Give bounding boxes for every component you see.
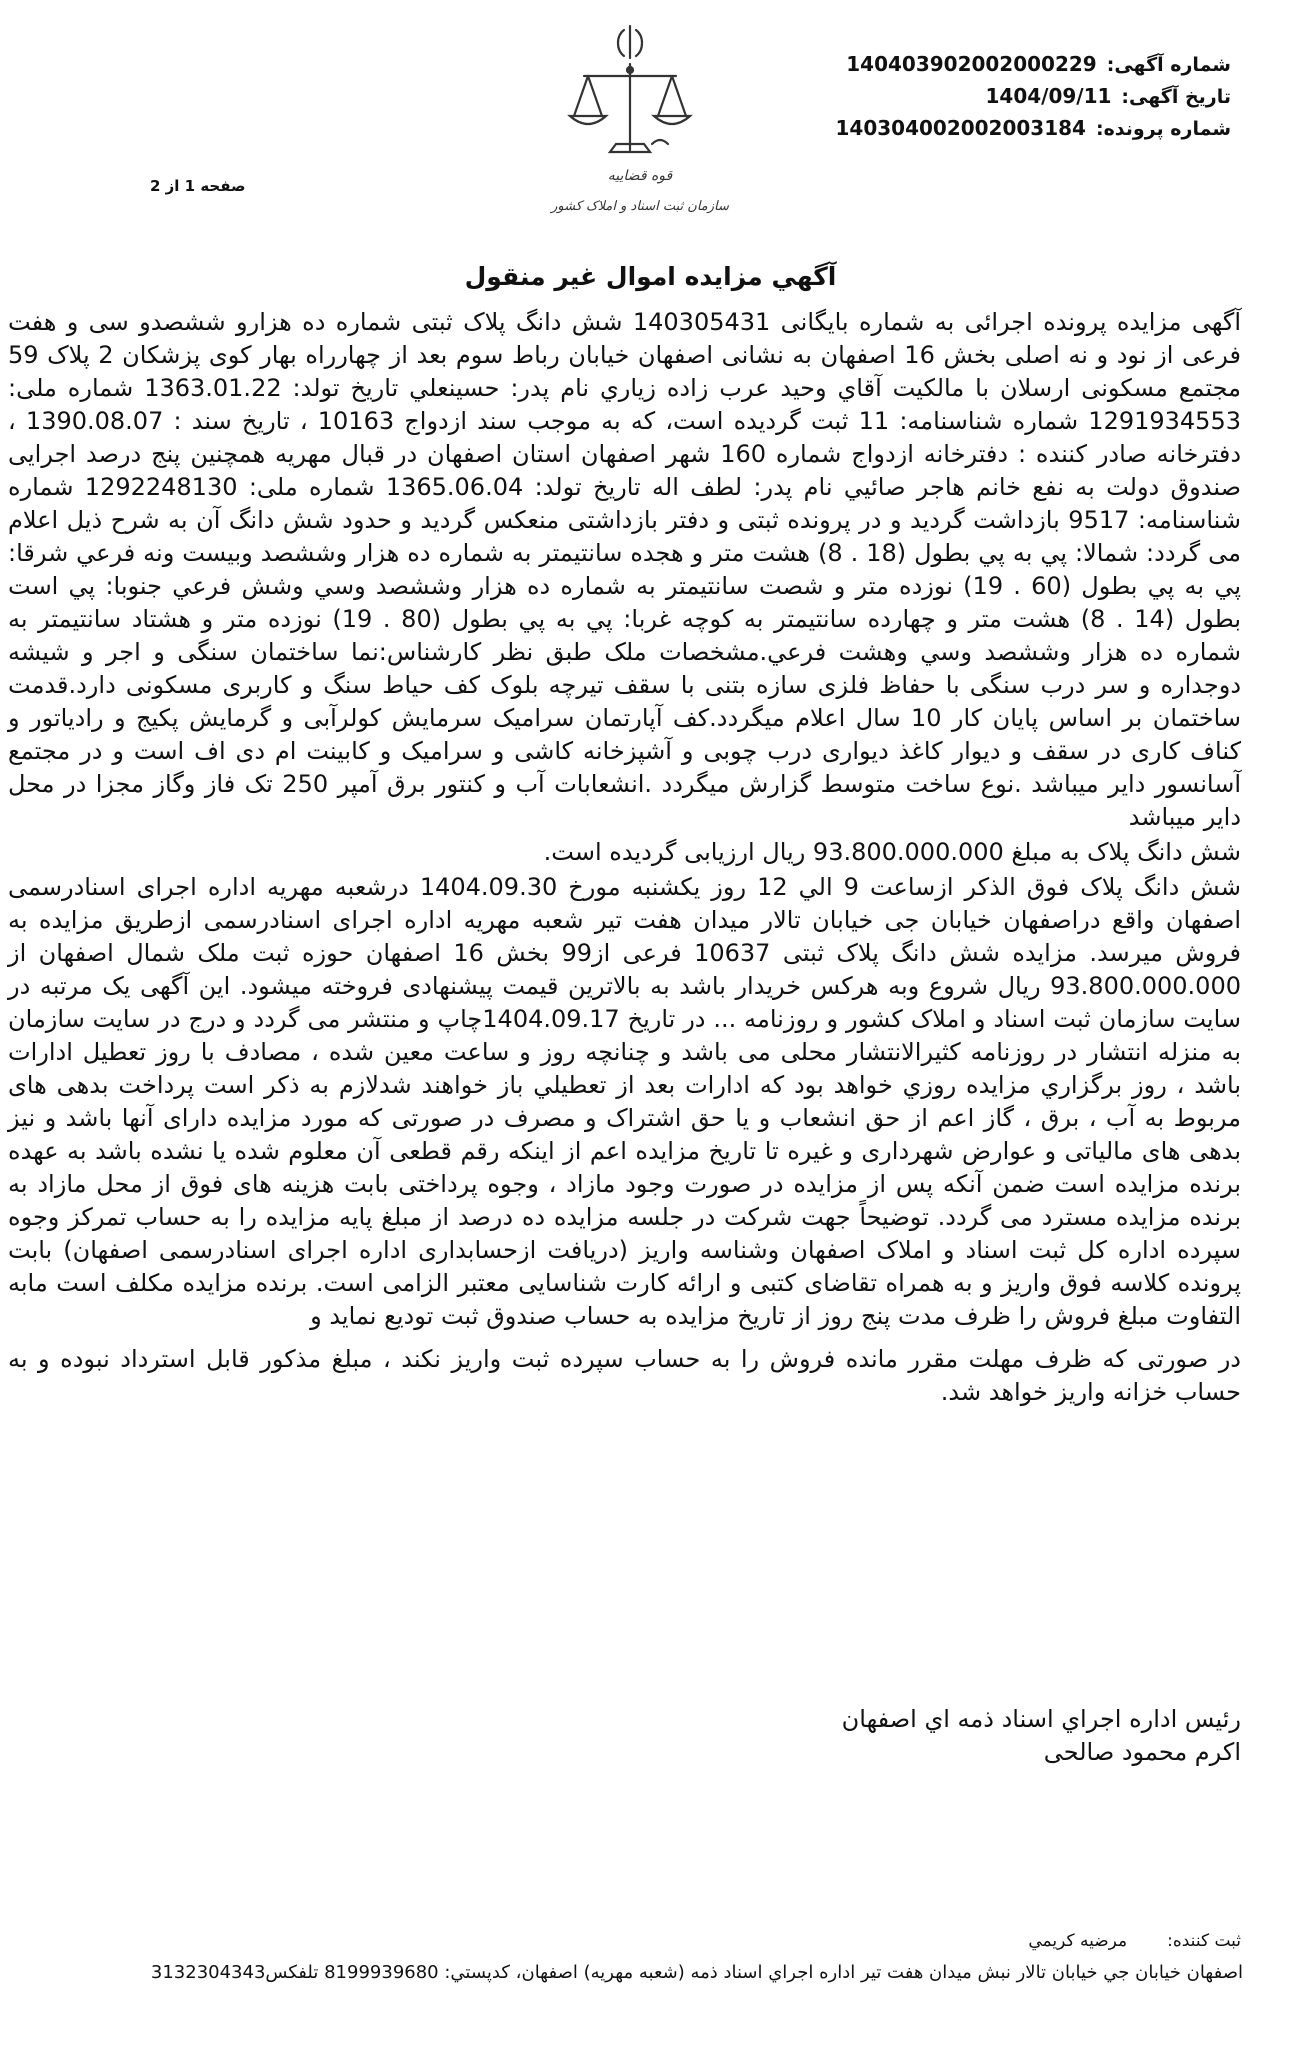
body-paragraph-2: شش دانگ پلاک به مبلغ 93.800.000.000 ریال ارزیابی گردیده است.: [543, 838, 1241, 866]
signature-block: [842, 1703, 1241, 1769]
signatory-name: اکرم محمود صالحی: [1043, 1738, 1241, 1766]
case-number-label: شماره پرونده:: [1095, 118, 1231, 140]
notice-date-label: تاریخ آگهی:: [1121, 86, 1231, 108]
notice-body: [8, 306, 1241, 1409]
registrar: [1028, 1931, 1241, 1951]
body-paragraph-3: شش دانگ پلاک فوق الذکر ازساعت 9 الي 12 روز يکشنبه مورخ 1404.09.30 درشعبه مهریه اداره اجرای اسنادرسمی اصفهان واقع دراصفهان خیابان جی خیابان تالار میدان هفت تیر شعبه مهریه اداره اجرای اسنادرسمی ازطریق مزایده به فروش میرسد. مزایده شش دانگ پلاک ثبتی 10637 فرعی از99 بخش 16 اصفهان حوزه ثبت ملک شمال اصفهان از 93.800.000.000 ریال شروع وبه هرکس خریدار باشد به بالاترین قیمت پیشنهادی فروخته میشود. این آگهی یک مرتبه در سایت سازمان ثبت اسناد و املاک کشور و روزنامه ... در تاریخ 1404.09.17چاپ و منتشر می گردد و درج در سایت سازمان به منزله انتشار در روزنامه کثیرالانتشار محلی می باشد و چنانچه روز و ساعت معین شده ، مصادف با روز تعطیل ادارات باشد ، روز برگزاري مزايده روزي خواهد بود که ادارات بعد از تعطيلي باز خواهند شدلازم به ذکر است پرداخت بدهی های مربوط به آب ، برق ، گاز اعم از حق انشعاب و یا حق اشتراک و مصرف در صورتی که مورد مزایده دارای آنها باشد و نیز بدهی های مالیاتی و عوارض شهرداری و غیره تا تاریخ مزایده اعم از اینکه رقم قطعی آن معلوم شده یا نشده باشد به عهده برنده مزایده است ضمن آنکه پس از مزایده در صورت وجود مازاد ، وجوه پرداختی بابت هزینه های فوق از محل مازاد به برنده مزایده مسترد می گردد. توضیحاً جهت شرکت در جلسه مزایده ده درصد از مبلغ پایه مزایده را به حساب تمرکز وجوه سپرده اداره کل ثبت اسناد و املاک اصفهان وشناسه واریز (دریافت ازحسابداری اداره اجرای اسنادرسمی اصفهان) بابت پرونده کلاسه فوق واریز و به همراه تقاضای کتبی و ارائه کارت شناسایی معتبر الزامی است. برنده مزایده مکلف است مابه التفاوت مبلغ فروش را ظرف مدت پنج روز از تاریخ مزایده به حساب صندوق ثبت تودیع نماید و: [8, 873, 1242, 1330]
emblem-icon: [570, 26, 690, 152]
registrar-name: مرضيه کريمي: [1028, 1931, 1128, 1951]
logo-text-1: قوه قضاییه: [607, 168, 673, 184]
logo-text-2: سازمان ثبت اسناد و املاک کشور: [551, 199, 729, 214]
body-paragraph-1: آگهی مزایده پرونده اجرائی به شماره بایگانی 140305431 شش دانگ پلاک ثبتی شماره ده هزارو ششصدو سی و هفت فرعی از نود و نه اصلی بخش 16 اصفهان به نشانی اصفهان خیابان رباط سوم بعد از چهارراه بهار کوی پزشکان 2 پلاک 59 مجتمع مسکونی ارسلان با مالکیت آقاي وحيد عرب زاده زياري نام پدر: حسينعلي تاريخ تولد: 1363.01.22 شماره ملی: 1291934553 شماره شناسنامه: 11 ثبت گرديده است، که به موجب سند ازدواج 10163 ، تاریخ سند : 1390.08.07 ، دفترخانه صادر کننده : دفترخانه ازدواج شماره 160 شهر اصفهان استان اصفهان در قبال مهریه همچنین پنج درصد اجرایی صندوق دولت به نفع خانم هاجر صائيي نام پدر: لطف اله تاريخ تولد: 1365.06.04 شماره ملی: 1292248130 شماره شناسنامه: 9517 بازداشت گردید و در پرونده ثبتی و دفتر بازداشتی منعکس گردید و حدود شش دانگ آن به شرح ذیل اعلام می گردد: شمالا: پي به پي بطول (18 . 8) هشت متر و هجده سانتيمتر به شماره ده هزار وششصد وبيست ونه فرعي شرقا: پي به پي بطول (60 . 19) نوزده متر و شصت سانتيمتر به شماره ده هزار وششصد وسي وشش فرعي جنوبا: پي است بطول (14 . 8) هشت متر و چهارده سانتيمتر به کوچه غربا: پي به پي بطول (80 . 19) نوزده متر و هشتاد سانتيمتر به شماره ده هزار وششصد وسي وهشت فرعي.مشخصات ملک طبق نظر کارشناس:نما ساختمان سنگی و اجر و شیشه دوجداره و سر درب سنگی با حفاظ فلزی سازه بتنی با سقف تیرچه بلوک کف حیاط سنگ و کاربری مسکونی دارد.قدمت ساختمان بر اساس پایان کار 10 سال اعلام میگردد.کف آپارتمان سرامیک سرمایش کولرآبی و گرمایش پکیج و رادیاتور و کناف کاری در سقف و دیوار کاغذ دیواری درب چوبی و آشپزخانه کاشی و سرامیک و کابینت ام دی اف است و در مجتمع آسانسور دایر میباشد .نوع ساخت متوسط گزارش میگردد .انشعابات آب و کنتور برق آمپر 250 تک فاز وگاز مجزا در محل دایر میباشد: [8, 308, 1242, 831]
document-title: آگهي مزايده اموال غير منقول: [464, 262, 837, 291]
body-paragraph-4: در صورتی که ظرف مهلت مقرر مانده فروش را به حساب سپرده ثبت واریز نکند ، مبلغ مذکور قابل استرداد نبوده و به حساب خزانه واریز خواهد شد.: [8, 1345, 1241, 1406]
page-number: صفحه 1 از 2: [150, 177, 246, 195]
office-address: اصفهان خيابان جي خيابان تالار نبش ميدان هفت تير اداره اجراي اسناد ذمه (شعبه مهريه) اصفهان، کدپستي: 8199939680 تلفكس3132304343: [150, 1962, 1243, 1983]
registrar-label: ثبت کننده:: [1167, 1931, 1241, 1951]
notice-date: 1404/09/11: [985, 84, 1112, 108]
judiciary-logo: [520, 12, 820, 222]
notice-number-label: شماره آگهی:: [1106, 54, 1231, 76]
signatory-position: رئيس اداره اجراي اسناد ذمه اي اصفهان: [841, 1705, 1241, 1733]
case-number: 140304002002003184: [835, 116, 1086, 140]
notice-number: 140403902002000229: [846, 52, 1097, 76]
